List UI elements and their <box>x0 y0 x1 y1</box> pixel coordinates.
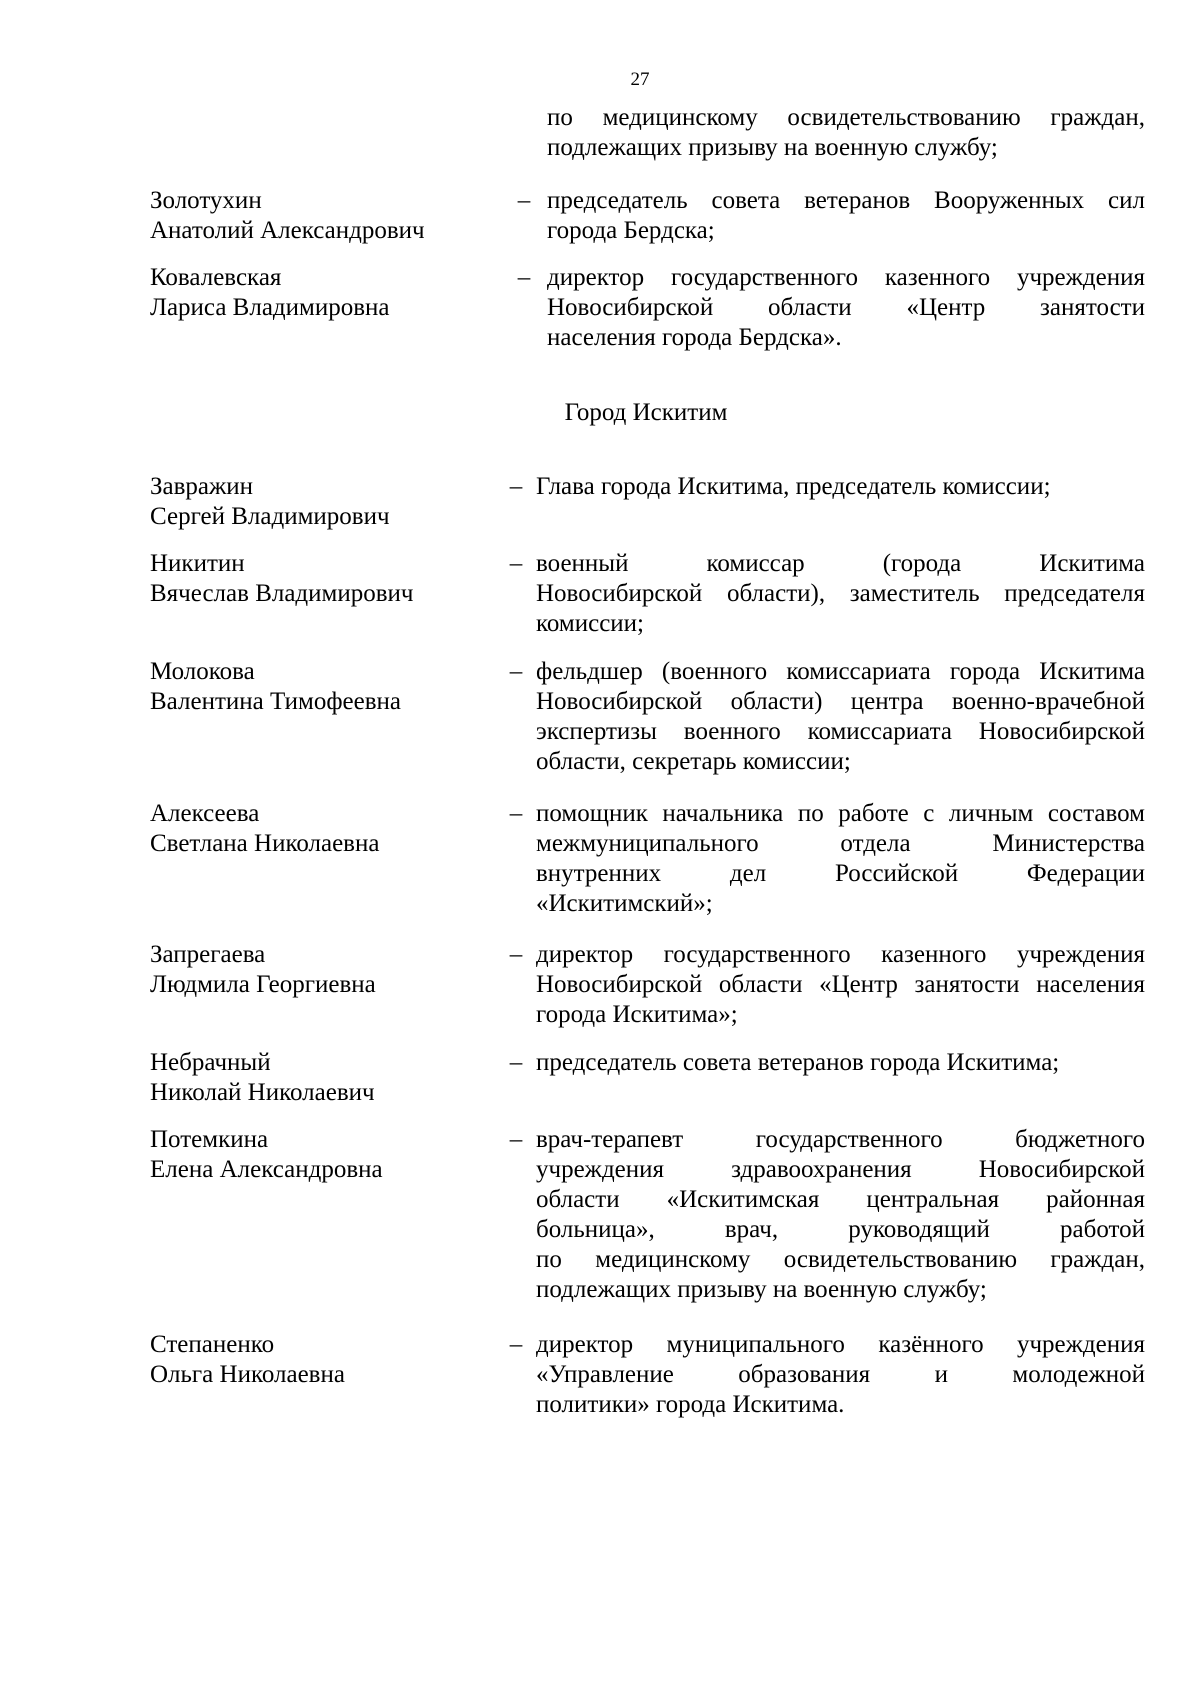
dash-separator: – <box>509 658 523 685</box>
member-name <box>150 472 490 532</box>
member-surname: Никитин <box>150 550 245 577</box>
position-line: фельдшер (военного комиссариата города Искитима <box>536 658 1145 685</box>
position-line: Новосибирской области) центра военно-врачебной <box>536 688 1145 715</box>
dash-separator: – <box>509 1049 523 1076</box>
position-line: председатель совета ветеранов Вооруженных сил <box>547 187 1145 214</box>
continuation-line: по медицинскому освидетельствованию граждан, <box>547 104 1145 131</box>
position-line: комиссии; <box>536 610 644 637</box>
member-position <box>547 263 1145 353</box>
position-line: «Искитимский»; <box>536 890 713 917</box>
dash-separator: – <box>509 1331 523 1358</box>
position-line: области, секретарь комиссии; <box>536 748 851 775</box>
member-position <box>536 799 1145 919</box>
position-line: подлежащих призыву на военную службу; <box>536 1276 987 1303</box>
position-line: внутренних дел Российской Федерации <box>536 860 1145 887</box>
member-surname: Завражин <box>150 473 254 500</box>
continuation-text <box>547 103 1145 163</box>
member-position <box>547 186 1145 246</box>
member-name <box>150 1125 490 1185</box>
member-position <box>536 1048 1145 1078</box>
position-line: больница», врач, руководящий работой <box>536 1216 1145 1243</box>
member-given-names: Валентина Тимофеевна <box>150 688 401 715</box>
member-given-names: Николай Николаевич <box>150 1079 375 1106</box>
position-line: помощник начальника по работе с личным составом <box>536 800 1145 827</box>
position-line: председатель совета ветеранов города Искитима; <box>536 1049 1060 1076</box>
member-surname: Алексеева <box>150 800 260 827</box>
dash-separator: – <box>517 264 531 291</box>
position-line: врач-терапевт государственного бюджетного <box>536 1126 1145 1153</box>
position-line: области «Искитимская центральная районная <box>536 1186 1145 1213</box>
position-line: политики» города Искитима. <box>536 1391 845 1418</box>
position-line: учреждения здравоохранения Новосибирской <box>536 1156 1145 1183</box>
member-given-names: Светлана Николаевна <box>150 830 380 857</box>
position-line: города Бердска; <box>547 217 715 244</box>
member-given-names: Анатолий Александрович <box>150 217 425 244</box>
position-line: директор государственного казенного учреждения <box>547 264 1145 291</box>
position-line: Новосибирской области «Центр занятости населения <box>536 971 1145 998</box>
member-surname: Ковалевская <box>150 264 282 291</box>
page-number: 27 <box>630 69 650 90</box>
member-surname: Небрачный <box>150 1049 271 1076</box>
position-line: экспертизы военного комиссариата Новосибирской <box>536 718 1145 745</box>
position-line: Глава города Искитима, председатель комиссии; <box>536 473 1051 500</box>
member-given-names: Сергей Владимирович <box>150 503 390 530</box>
dash-separator: – <box>509 473 523 500</box>
position-line: города Искитима»; <box>536 1001 738 1028</box>
dash-separator: – <box>517 187 531 214</box>
member-name <box>150 1330 490 1390</box>
section-title: Город Искитим <box>564 399 728 426</box>
member-name <box>150 799 490 859</box>
member-name <box>150 940 490 1000</box>
member-surname: Молокова <box>150 658 255 685</box>
position-line: межмуниципального отдела Министерства <box>536 830 1145 857</box>
position-line: директор муниципального казённого учреждения <box>536 1331 1145 1358</box>
member-position <box>536 549 1145 639</box>
position-line: Новосибирской области «Центр занятости <box>547 294 1145 321</box>
member-name <box>150 1048 490 1108</box>
member-name <box>150 657 490 717</box>
member-given-names: Людмила Георгиевна <box>150 971 376 998</box>
continuation-line: подлежащих призыву на военную службу; <box>547 134 998 161</box>
member-given-names: Вячеслав Владимирович <box>150 580 414 607</box>
member-position <box>536 1330 1145 1420</box>
position-line: по медицинскому освидетельствованию граждан, <box>536 1246 1145 1273</box>
position-line: Новосибирской области), заместитель председателя <box>536 580 1145 607</box>
dash-separator: – <box>509 941 523 968</box>
member-surname: Запрегаева <box>150 941 266 968</box>
member-name <box>150 186 490 246</box>
member-given-names: Лариса Владимировна <box>150 294 390 321</box>
member-position <box>536 940 1145 1030</box>
member-given-names: Ольга Николаевна <box>150 1361 345 1388</box>
member-name <box>150 549 490 609</box>
position-line: «Управление образования и молодежной <box>536 1361 1145 1388</box>
member-position <box>536 657 1145 777</box>
member-position <box>536 1125 1145 1305</box>
dash-separator: – <box>509 800 523 827</box>
position-line: населения города Бердска». <box>547 324 842 351</box>
member-given-names: Елена Александровна <box>150 1156 383 1183</box>
member-surname: Потемкина <box>150 1126 269 1153</box>
member-name <box>150 263 490 323</box>
dash-separator: – <box>509 1126 523 1153</box>
member-position <box>536 472 1145 502</box>
dash-separator: – <box>509 550 523 577</box>
member-surname: Степаненко <box>150 1331 275 1358</box>
position-line: директор государственного казенного учреждения <box>536 941 1145 968</box>
position-line: военный комиссар (города Искитима <box>536 550 1145 577</box>
member-surname: Золотухин <box>150 187 262 214</box>
